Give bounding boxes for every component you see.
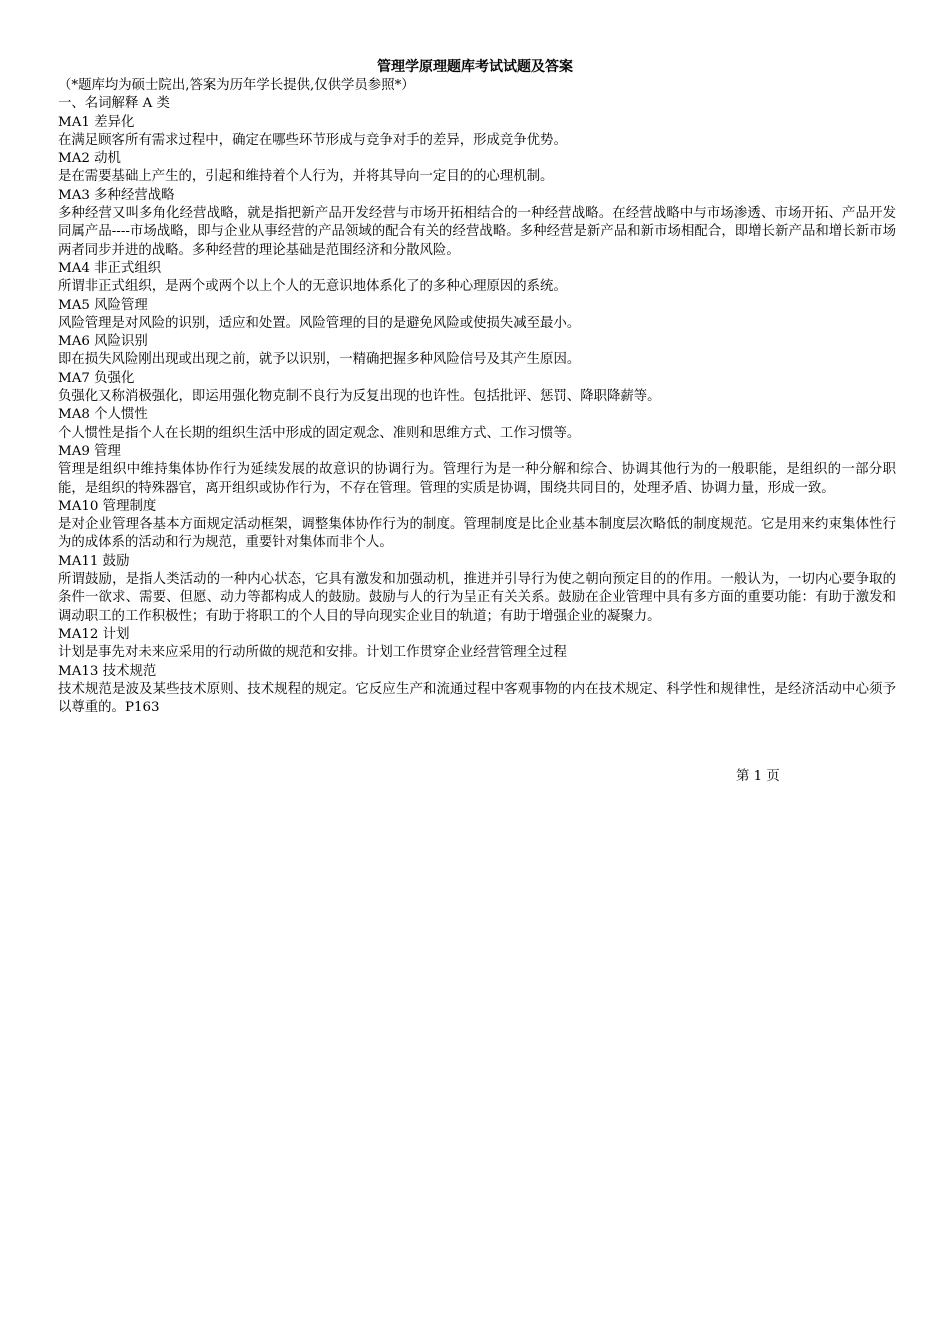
entry-term: MA12 计划 — [58, 626, 130, 642]
entry-definition: 在满足顾客所有需求过程中，确定在哪些环节形成与竞争对手的差异，形成竞争优势。 — [58, 132, 567, 148]
entry-term: MA8 个人惯性 — [58, 407, 148, 423]
document-body — [58, 77, 896, 717]
entry-definition: 风险管理是对风险的识别，适应和处置。风险管理的目的是避免风险或使损失减至最小。 — [58, 315, 581, 331]
entry-definition: 管理是组织中维持集体协作行为延续发展的故意识的协调行为。管理行为是一种分解和综合、协调其他行为的一般职能，是组织的一部分职能，是组织的特殊器官，离开组织或协作行为，不存在管理。管理的实质是协调，围绕共同目的，处理矛盾、协调力量，形成一致。 — [58, 462, 896, 496]
entry-definition: 是对企业管理各基本方面规定活动框架，调整集体协作行为的制度。管理制度是比企业基本制度层次略低的制度规范。它是用来约束集体性行为的成体系的活动和行为规范，重要针对集体而非个人。 — [58, 517, 896, 551]
entry-definition: 是在需要基础上产生的，引起和维持着个人行为，并将其导向一定目的的心理机制。 — [58, 169, 554, 185]
document-note: （*题库均为硕士院出,答案为历年学长提供,仅供学员参照*） — [58, 78, 415, 93]
entry-definition: 即在损失风险刚出现或出现之前，就予以识别，一精确把握多种风险信号及其产生原因。 — [58, 352, 581, 368]
entry-list — [58, 114, 896, 718]
entry-term: MA10 管理制度 — [58, 498, 157, 514]
entry-definition: 多种经营又叫多角化经营战略，就是指把新产品开发经营与市场开拓相结合的一种经营战略。在经营战略中与市场渗透、市场开拓、产品开发同属产品----市场战略，即与企业从事经营的产品领域的配合有关的经营战略。多种经营是新产品和新市场相配合，即增长新产品和增长新市场两者同步并进的战略。多种经营的理论基础是范围经济和分散风险。 — [58, 206, 896, 258]
entry-definition: 所谓鼓励，是指人类活动的一种内心状态，它具有激发和加强动机，推进并引导行为使之朝向预定目的的作用。一般认为，一切内心要争取的条件一欲求、需要、但愿、动力等都构成人的鼓励。鼓励与人的行为呈正有关关系。鼓励在企业管理中具有多方面的重要功能：有助于激发和调动职工的工作积极性；有助于将职工的个人目的导向现实企业目的轨道；有助于增强企业的凝聚力。 — [58, 572, 896, 624]
entry-term: MA4 非正式组织 — [58, 260, 162, 276]
page-number: 第 1 页 — [736, 769, 780, 784]
section-heading: 一、名词解释 A 类 — [58, 96, 170, 112]
entry-definition: 个人惯性是指个人在长期的组织生活中形成的固定观念、准则和思维方式、工作习惯等。 — [58, 425, 581, 441]
entry-term: MA2 动机 — [58, 151, 121, 167]
entry-definition: 所谓非正式组织，是两个或两个以上个人的无意识地体系化了的多种心理原因的系统。 — [58, 279, 567, 295]
document-title: 管理学原理题库考试试题及答案 — [377, 59, 573, 75]
entry-term: MA3 多种经营战略 — [58, 187, 175, 203]
entry-term: MA7 负强化 — [58, 370, 135, 386]
entry-term: MA5 风险管理 — [58, 297, 148, 313]
entry-term: MA1 差异化 — [58, 114, 135, 130]
entry-term: MA6 风险识别 — [58, 334, 148, 350]
entry-term: MA9 管理 — [58, 443, 121, 459]
entry-term: MA13 技术规范 — [58, 663, 157, 679]
entry-definition: 计划是事先对未来应采用的行动所做的规范和安排。计划工作贯穿企业经营管理全过程 — [58, 645, 567, 661]
entry-term: MA11 鼓励 — [58, 553, 130, 569]
entry-definition: 技术规范是波及某些技术原则、技术规程的规定。它反应生产和流通过程中客观事物的内在技术规定、科学性和规律性，是经济活动中心须予以尊重的。P163 — [58, 681, 896, 716]
entry-definition: 负强化又称消极强化，即运用强化物克制不良行为反复出现的也许性。包括批评、惩罚、降职降薪等。 — [58, 389, 661, 405]
